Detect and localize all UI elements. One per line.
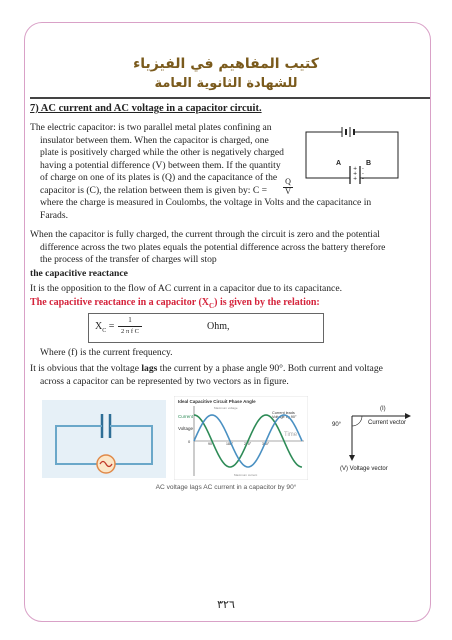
lags-line-1: It is obvious that the voltage lags the current by a phase angle 90°. Both current and voltage xyxy=(30,363,383,374)
reactance-relation: The capacitive reactance in a capacitor $(X_C)$ is given by the relation: xyxy=(30,297,320,310)
current-symbol-label: (I) xyxy=(380,406,386,412)
svg-text:-: - xyxy=(362,171,364,177)
header-rule xyxy=(30,97,430,99)
intro-line-8: Farads. xyxy=(40,209,68,221)
intro-line-7: where the charge is measured in Coulombs, the voltage in Volts and the capacitance in xyxy=(40,197,372,208)
section-title: 7) AC current and AC voltage in a capacitor circuit. xyxy=(30,103,262,114)
vector-angle-label: 90° xyxy=(332,422,342,428)
graph-time-label: Time xyxy=(284,432,298,438)
xc-symbol: $X_C$ = xyxy=(95,321,115,334)
reactance-formula-box xyxy=(88,313,324,343)
plate-b-label: B xyxy=(366,160,372,167)
graph-current-label: Current xyxy=(178,414,194,419)
intro-line-1: The electric capacitor: is two parallel metal plates confining an xyxy=(30,122,272,133)
book-subtitle: للشهادة الثانوية العامة xyxy=(154,76,298,91)
page-number: ٣٢٦ xyxy=(217,598,235,611)
graph-tick-label: 270° xyxy=(244,442,252,446)
graph-tick-label: 90° xyxy=(208,442,214,446)
figure-caption: AC voltage lags AC current in a capacitor by 90° xyxy=(155,484,297,491)
intro-line-5: of charge on one of its plates is (Q) and the capacitance of the xyxy=(40,172,278,183)
intro-line-3: plate is positively charged while the other is negatively charged xyxy=(40,147,284,158)
graph-legend-voltage: Voltage by 90° xyxy=(272,415,297,419)
intro-line-6: capacitor is (C), the relation between them is given by: C = xyxy=(40,184,268,196)
lags-line-2: across a capacitor can be represented by two vectors as in figure. xyxy=(40,375,289,387)
charged-line-1: When the capacitor is fully charged, the current through the circuit is zero and the potential xyxy=(30,229,380,240)
xc-numerator: 1 xyxy=(128,316,132,324)
plate-a-label: A xyxy=(336,160,342,167)
reactance-heading: the capacitive reactance xyxy=(30,268,128,279)
current-vector-label: Current vector xyxy=(368,420,407,426)
graph-voltage-label: Voltage xyxy=(178,426,194,431)
svg-text:+: + xyxy=(353,176,358,182)
reactance-definition: It is the opposition to the flow of AC current in a capacitor due to its capacitance. xyxy=(30,283,342,294)
c-fraction-numerator: Q xyxy=(285,177,291,186)
graph-bottom-note: Maximum current xyxy=(234,473,258,477)
c-fraction-denominator: V xyxy=(285,187,291,196)
ac-capacitor-circuit-diagram xyxy=(42,400,166,478)
graph-top-note: Maximum voltage xyxy=(214,406,238,410)
svg-text:+: + xyxy=(353,166,358,172)
svg-text:-: - xyxy=(362,176,364,182)
graph-legend-current: Current leads xyxy=(272,411,295,415)
xc-unit: Ohm, xyxy=(207,321,230,332)
charged-line-2: difference across the two plates equals the potential difference across the battery therefore xyxy=(40,241,386,253)
voltage-vector-label: (V) Voltage vector xyxy=(340,466,388,472)
charged-line-3: the process of the transfer of charges will stop xyxy=(40,254,217,265)
intro-line-2: insulator between them. When the capacitor is charged, one xyxy=(40,134,269,146)
phasor-vector-diagram xyxy=(318,400,414,476)
graph-zero: 0 xyxy=(188,439,191,444)
graph-tick-label: 180° xyxy=(226,442,234,446)
graph-tick-label: 360° xyxy=(262,442,270,446)
dc-capacitor-circuit-diagram xyxy=(300,126,406,186)
frequency-note: Where (f) is the current frequency. xyxy=(40,347,173,358)
svg-text:+: + xyxy=(353,171,358,177)
svg-text:-: - xyxy=(362,166,364,172)
graph-title: Ideal Capacitive Circuit Phase Angle xyxy=(178,399,256,404)
intro-line-4: having a potential difference (V) between them. If the quantity xyxy=(40,159,281,171)
book-title: كتيب المفاهيم في الفيزياء xyxy=(133,56,319,72)
xc-denominator: 2 π f C xyxy=(121,328,139,335)
phase-angle-graph xyxy=(174,396,308,480)
